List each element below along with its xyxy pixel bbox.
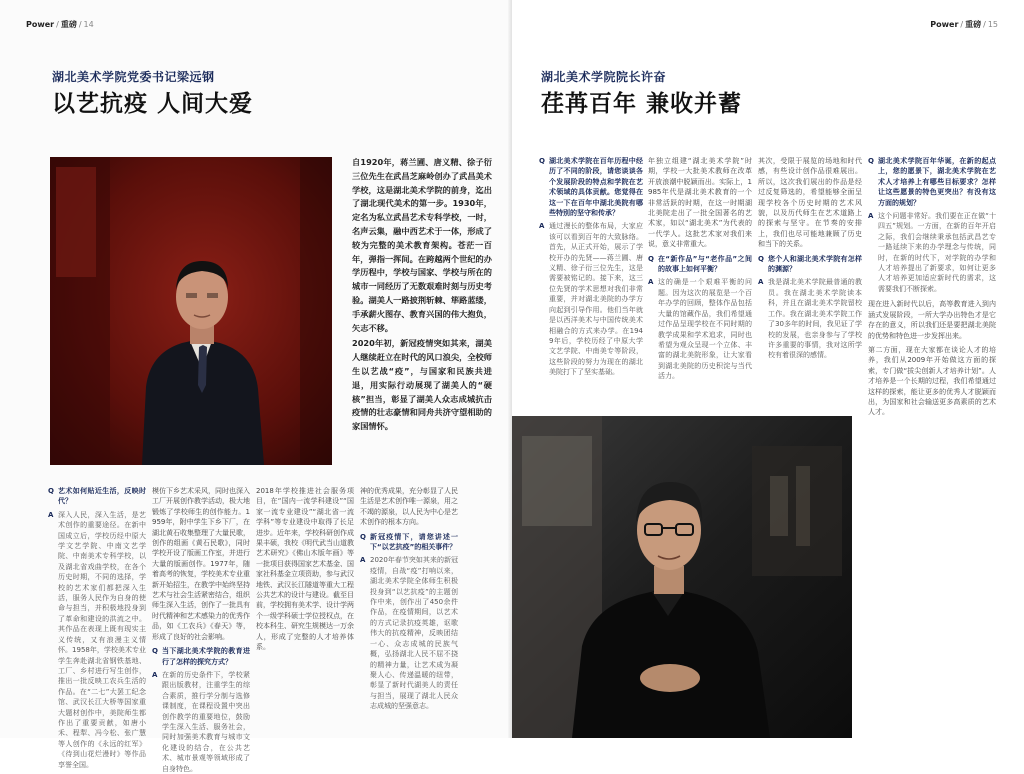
answer-3	[360, 555, 458, 711]
answer-3-text: 我是湖北美术学院最普通的教员。我在湖北美术学院读本科，并且在湖北美术学院留校工作。我在湖北美术学院工作了30多年的时间，我见证了学校的发展，也亲身参与了学校许多重要的事情，我对这所学校有着很深的感情。	[768, 278, 862, 360]
page-number: 15	[987, 20, 998, 29]
column-2-paragraph: 模仿下乡艺术采风，同时也深入工厂开展创作教学活动，极大地锻炼了学校师生的创作能力。1959年，附中学生下乡下厂，在湖北黄石收集整理了大量民歌，创作的组画《黄石民歌》，同时学校开设了版画工作室，并进行大量的版画创作。1977年，随着高考的恢复，学校美术专业重新开始招生，在教学中始终坚持艺术与社会生活紧密结合，组织师生深入生活，创作了一批具有时代精神和艺术感染力的优秀作品，如《工农兵》《春天》等，形成了良好的社会影响。	[152, 487, 250, 641]
column-4-paragraph-3: 第二方面，现在大家都在谈论人才的培养，我们从2009年开始做这方面的探索，专门做“拔尖创新人才培养计划”。人才培养是一个长期的过程，我们希望通过这样的探索，能让更多的优秀人才脱颖而出，为国家和社会输送更多高素质的艺术人才。	[868, 345, 996, 417]
question-mark-3: Q	[758, 254, 764, 263]
question-2	[152, 646, 250, 667]
question-4	[868, 156, 996, 208]
question-mark-1: Q	[539, 157, 545, 165]
question-mark-3: Q	[360, 532, 366, 541]
question-mark-1: Q	[48, 487, 54, 495]
intro-text	[352, 156, 492, 446]
portrait-photo	[50, 157, 332, 465]
answer-3-text: 2020年春节突如其来的新冠疫情，自战“疫”打响以来，湖北美术学院全体师生积极投身到“以艺抗疫”的主题创作中来，创作出了450余件作品，在疫情期间，以艺术的方式记录抗疫英雄，讴歌伟大的抗疫精神，反映团结一心、众志成城的民族气概，弘扬湖北人民不屈不挠的精神力量，让艺术成为凝聚人心、传递温暖的纽带，彰显了新时代湖美人的责任与担当，展现了湖北人民众志成城的坚强意志。	[370, 556, 458, 711]
body-column-4	[868, 156, 996, 728]
question-1-text: 湖北美术学院在百年历程中经历了不同的阶段，请您谈谈各个发展阶段的特点和学院在艺术领域的具体贡献。您觉得在这一下在百年中湖北美院有哪些特别的坚守和传承？	[549, 157, 643, 218]
answer-mark-3: A	[758, 278, 764, 287]
column-4-paragraph-2: 现在进入新时代以后，高等教育进入到内涵式发展阶段，一所大学办出特色才是它存在的意义，所以我们还是要把湖北美院的优势和特色进一步发挥出来。	[868, 300, 996, 340]
answer-4-text: 这个问题非常好。我们要在正在做“十四五”规划。一方面，在新的百年开启之际，我们会继续秉承包括武昌艺专一路延续下来的办学理念与传统，同时，在新的时代下，对学院的办学和人才培养提出了新要求，如何让更多人才培养更加适应新时代的需求，这需要我们不断探索。	[878, 212, 996, 293]
answer-3	[758, 277, 862, 360]
question-3-text: 新冠疫情下，请您讲述一下“以艺抗疫”的相关事件？	[370, 532, 458, 552]
answer-2-text: 这的确是一个艰难平衡的问题。因为这次的展览是一个百年办学的回顾，整体作品包括大量的馆藏作品，我们希望通过作品呈现学校在不同时期的教学成果和学术追求，同时也希望为观众呈现一个立体、丰富的湖北美院形象，让大家看到湖北美院的历史积淀与当代活力。	[658, 278, 752, 381]
portrait-photo	[512, 416, 852, 738]
answer-1	[48, 510, 146, 770]
column-3-paragraph: 2018年学校推进社会服务项目，在“国内一流学科建设”“国家一流专业建设”“湖北省一流学科”等专业建设中取得了长足进步。近年来，学校科研创作成果丰硕，我校《明代武当山道教艺术研究》《佛山木版年画》等一批项目获得国家艺术基金、国家社科基金立项资助，参与武汉地铁、武汉长江隧道等重大工程公共艺术的设计与建设。截至目前，学校拥有美术学、设计学两个一级学科硕士学位授权点，在校本科生、研究生规模达一万余人，形成了完整的人才培养体系。	[256, 487, 354, 652]
running-head-magazine: Power	[930, 20, 959, 29]
running-head-right: Power / 重磅 / 15	[930, 20, 998, 29]
body-column-1	[539, 156, 643, 406]
answer-1-text: 通过漫长的整体布局，大家应该可以看到百年的大致脉络。首先，从正式开始，展示了学校开办的先贤——蒋兰圃、唐义精、徐子衍三位先生，这是需要被铭记的。接下来，这三位先贤的学术思想对我们非常重要，并对湖北美院的办学方向起到引导作用。他们当年就是以西洋美术与中国传统美术相融合的方式来办学。在1949年后，学校历经了中原大学文艺学院、中南美专等阶段，这些阶段的努力为现在的湖北美院打下了坚实基础。	[549, 222, 643, 377]
answer-mark-1: A	[48, 510, 54, 519]
answer-mark-4: A	[868, 212, 874, 221]
column-2-paragraph: 年独立组建“湖北美术学院”时期，学校一大批美术教师在改革开放浪潮中脱颖而出。实际上，1985年代是湖北美术教育的一个非常活跃的时期，在这一时期湖北美院走出了一批全国著名的艺术家，如以“湖北美术”为代表的一代学人。这批艺术家对我们来说，意义非常重大。	[648, 157, 752, 249]
intro-paragraph-1: 自1920年，蒋兰圃、唐义精、徐子衍三位先生在武昌芝麻岭创办了武昌美术学校，这是湖北美术学院的前身，迄出了湖北现代美术的第一步。1930年，定名为私立武昌艺术专科学校，一时，名声云集，融中西艺术于一体，形成了较为完整的美术教育架构。苍茫一百年，弹指一挥间。在跨越两个世纪的办学历程中，学校与国家、学校与所在的城市一同经历了无数艰难时刻与历史考验。湖美人一路披荆斩棘、筚路蓝缕，手承薪火图存、教育兴国的伟大抱负，矢志不移。	[352, 157, 492, 333]
answer-2-text: 在新的历史条件下，学校紧跟出版教材，注重学生的综合素质，推行学分制与选修课制度，在课程设置中突出创作教学的重要地位，鼓励学生深入生活、服务社会，同时加强美术教育与城市文化建设的结合，在公共艺术、城市景观等领域形成了自身特色。	[162, 670, 250, 773]
answer-2	[152, 670, 250, 774]
question-1	[48, 486, 146, 507]
body-column-2	[152, 486, 250, 773]
question-2-text: 在“新作品”与“老作品”之间的故事上如何平衡？	[658, 254, 752, 274]
question-3-text: 您个人和湖北美术学院有怎样的渊源？	[768, 254, 862, 274]
article-kicker: 湖北美术学院院长许奋	[541, 70, 667, 84]
body-column-4	[360, 486, 458, 726]
answer-1	[539, 221, 643, 377]
article-headline: 以艺抗疫 人间大爱	[52, 90, 254, 117]
running-head-left: Power / 重磅 / 14	[26, 20, 94, 29]
left-page	[0, 0, 512, 773]
article-kicker: 湖北美术学院党委书记梁远钢	[52, 70, 215, 84]
question-2	[648, 254, 752, 275]
answer-mark-2: A	[648, 278, 654, 287]
question-1	[539, 156, 643, 218]
answer-4	[868, 211, 996, 294]
answer-2	[648, 277, 752, 381]
question-3	[360, 532, 458, 553]
question-mark-2: Q	[648, 254, 654, 263]
question-mark-4: Q	[868, 157, 874, 165]
running-head-section: 重磅	[60, 20, 77, 29]
article-headline: 荏苒百年 兼收并蓄	[541, 90, 743, 117]
intro-paragraph-2: 2020年初，新冠疫情突如其来，湖美人继续赶立在时代的风口浪尖，全校师生以艺战“疫”，与国家和民族共进退，用实际行动展现了湖美人的“硬核”担当，彰显了湖美人众志成城抗击疫情的壮志豪情和同舟共济守望相助的家国情怀。	[352, 338, 492, 432]
portrait-illustration	[50, 157, 332, 465]
right-page	[512, 0, 1024, 738]
body-column-3	[758, 156, 862, 406]
body-column-1	[48, 486, 146, 769]
column-4-paragraph: 神的优秀成果，充分彰显了人民生活是艺术创作唯一源泉，用之不竭的源泉，以人民为中心是艺术创作的根本方向。	[360, 487, 458, 527]
page-number: 14	[83, 20, 94, 29]
body-column-3	[256, 486, 354, 726]
answer-mark-3: A	[360, 556, 366, 565]
question-mark-2: Q	[152, 647, 158, 656]
answer-1-text: 深入人民，深入生活，是艺术创作的重要途径。在新中国成立后，学校历经中原大学文艺学院、中南文艺学院、中南美术专科学校，以及湖北省戏曲学校，在各个历史时期，不同的选择，学校的艺术家们都把深入生活，服务人民作为自身的使命与担当，并积极地投身到了革命和建设的洪流之中。其作品在表现上既有现实主义传统，又有浪漫主义情怀。1958年，学校美术专业学生奔赴湖北省钢铁基地、工厂、乡村进行写生创作，推出一批反映工农兵生活的作品。在“二七”大罢工纪念馆、武汉长江大桥等国家重大题材创作中，美院师生都作出了重要贡献，如唐小禾、程犁、冯今松、张广慧等人创作的《永远的红军》《待到山花烂漫时》等作品享誉全国。	[58, 510, 146, 769]
running-head-section: 重磅	[965, 20, 982, 29]
column-3-paragraph: 其次，受限于展览的场地和时代感，有些设计创作品很难展出。所以，这次我们展出的作品是经过反复筛选的，希望能够全面呈现学校各个历史时期的艺术风貌，以及历代师生在艺术道路上的探索与坚守。在节奏的安排上，我们也尽可能地兼顾了历史和当下的关系。	[758, 157, 862, 249]
question-1-text: 艺术如何贴近生活，反映时代？	[58, 487, 146, 506]
answer-mark-2: A	[152, 670, 158, 679]
body-column-2	[648, 156, 752, 406]
question-3	[758, 254, 862, 275]
answer-mark-1: A	[539, 222, 545, 231]
portrait-illustration	[512, 416, 852, 738]
question-2-text: 当下湖北美术学院的教育进行了怎样的探究方式？	[162, 647, 250, 666]
running-head-magazine: Power	[26, 20, 55, 29]
question-4-text: 湖北美术学院百年华诞，在新的起点上，您的愿景下，湖北美术学院在艺术人才培养上有哪些目标要求？怎样让这些愿景的特色更突出？有没有这方面的规划？	[878, 157, 996, 207]
